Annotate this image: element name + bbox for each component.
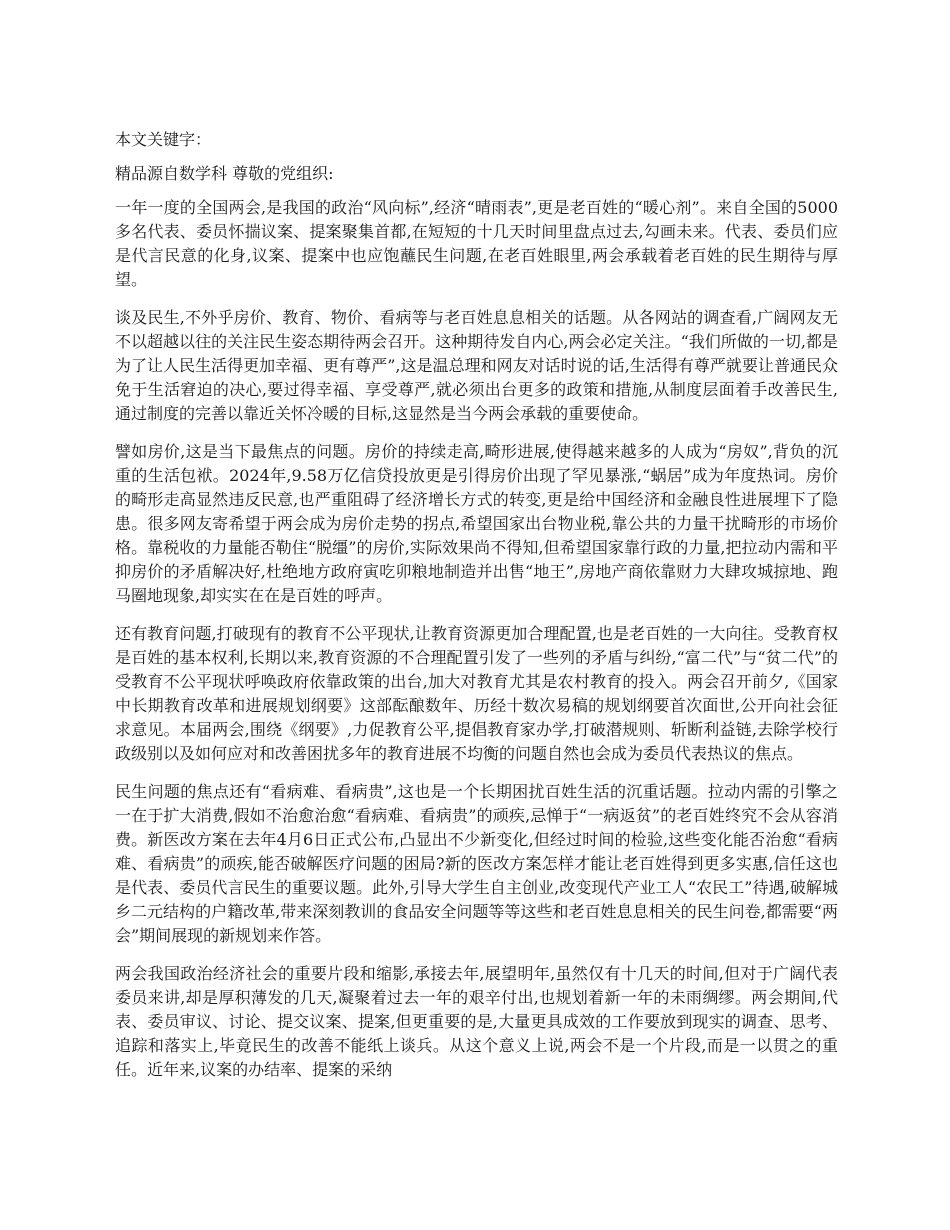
salutation-line: 精品源自数学科 尊敬的党组织:	[115, 164, 334, 183]
keywords-line: 本文关键字：	[115, 130, 212, 149]
document-page	[115, 128, 838, 1096]
body-paragraph-3: 譬如房价,这是当下最焦点的问题。房价的持续走高,畸形进展,使得越来越多的人成为“房奴”,背负的沉重的生活包袱。2024年,9.58万亿信贷投放更是引得房价出现了罕见暴涨,“蜗居”成为年度热词。房价的畸形走高显然违反民意,也严重阻碍了经济增长方式的转变,更是给中国经济和金融良性进展埋下了隐患。很多网友寄希望于两会成为房价走势的拐点,希望国家出台物业税,靠公共的力量干扰畸形的市场价格。靠税收的力量能否勒住“脱缰”的房价,实际效果尚不得知,但希望国家靠行政的力量,把拉动内需和平抑房价的矛盾解决好,杜绝地方政府寅吃卯粮地制造并出售“地王”,房地产商依靠财力大肆攻城掠地、跑马圈地现象,却实实在在是百姓的呼声。	[115, 442, 838, 605]
body-paragraph-4: 还有教育问题,打破现有的教育不公平现状,让教育资源更加合理配置,也是老百姓的一大向往。受教育权是百姓的基本权利,长期以来,教育资源的不合理配置引发了一些列的矛盾与纠纷,“富二代”与“贫二代”的受教育不公平现状呼唤政府依靠政策的出台,加大对教育尤其是农村教育的投入。两会召开前夕,《国家中长期教育改革和进展规划纲要》这部酝酿数年、历经十数次易稿的规划纲要首次面世,公开向社会征求意见。本届两会,围绕《纲要》,力促教育公平,提倡教育家办学,打破潜规则、斩断利益链,去除学校行政级别以及如何应对和改善困扰多年的教育进展不均衡的问题自然也会成为委员代表热议的焦点。	[115, 624, 838, 763]
body-paragraph-1: 一年一度的全国两会,是我国的政治“风向标”,经济“晴雨表”,更是老百姓的“暖心剂”。来自全国的5000多名代表、委员怀揣议案、提案聚集首都,在短短的十几天时间里盘点过去,勾画未来。代表、委员们应是代言民意的化身,议案、提案中也应饱蘸民生问题,在老百姓眼里,两会承载着老百姓的民生期待与厚望。	[115, 198, 838, 289]
body-paragraph-2: 谈及民生,不外乎房价、教育、物价、看病等与老百姓息息相关的话题。从各网站的调查看,广阔网友无不以超越以往的关注民生姿态期待两会召开。这种期待发自内心,两会必定关注。“我们所做的一切,都是为了让人民生活得更加幸福、更有尊严”,这是温总理和网友对话时说的话,生活得有尊严就要让普通民众免于生活窘迫的决心,要过得幸福、享受尊严,就必须出台更多的政策和措施,从制度层面着手改善民生,通过制度的完善以靠近关怀冷暖的目标,这显然是当今两会承载的重要使命。	[115, 308, 838, 423]
body-paragraph-5: 民生问题的焦点还有“看病难、看病贵”,这也是一个长期困扰百姓生活的沉重话题。拉动内需的引擎之一在于扩大消费,假如不治愈治愈“看病难、看病贵”的顽疾,忌惮于“一病返贫”的老百姓终究不会从容消费。新医改方案在去年4月6日正式公布,凸显出不少新变化,但经过时间的检验,这些变化能否治愈“看病难、看病贵”的顽疾,能否破解医疗问题的困局?新的医改方案怎样才能让老百姓得到更多实惠,信任这也是代表、委员代言民生的重要议题。此外,引导大学生自主创业,改变现代产业工人“农民工”待遇,破解城乡二元结构的户籍改革,带来深刻教训的食品安全问题等等这些和老百姓息息相关的民生问卷,都需要“两会”期间展现的新规划来作答。	[115, 782, 838, 945]
body-paragraph-6: 两会我国政治经济社会的重要片段和缩影,承接去年,展望明年,虽然仅有十几天的时间,但对于广阔代表委员来讲,却是厚积薄发的几天,凝聚着过去一年的艰辛付出,也规划着新一年的未雨绸缪。两会期间,代表、委员审议、讨论、提交议案、提案,但更重要的是,大量更具成效的工作要放到现实的调查、思考、追踪和落实上,毕竟民生的改善不能纸上谈兵。从这个意义上说,两会不是一个片段,而是一以贯之的重任。近年来,议案的办结率、提案的采纳	[115, 964, 838, 1079]
